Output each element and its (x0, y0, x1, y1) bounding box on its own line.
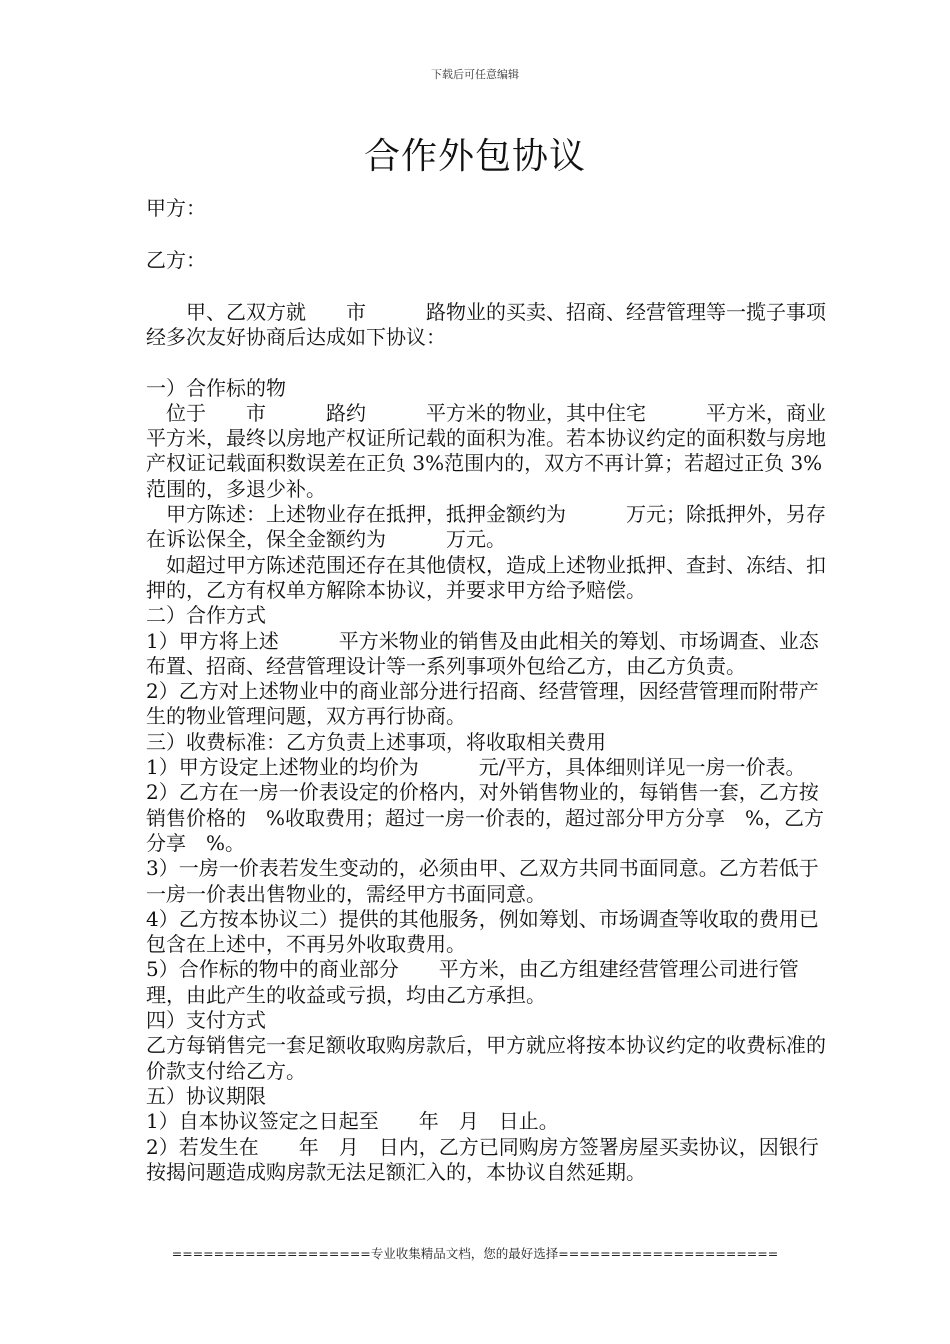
agreement-paragraph: 一）合作标的物 (146, 375, 286, 400)
agreement-paragraph: 乙方每销售完一套足额收取购房款后，甲方就应将按本协议约定的收费标准的价款支付给乙方。 (146, 1033, 826, 1083)
agreement-paragraph: 二）合作方式 (146, 603, 266, 628)
agreement-paragraph: 1）甲方将上述 平方米物业的销售及由此相关的筹划、市场调查、业态布置、招商、经营管理设计等一系列事项外包给乙方，由乙方负责。 (146, 628, 819, 678)
party-b-label: 乙方： (146, 248, 206, 272)
agreement-paragraph (146, 351, 830, 376)
agreement-paragraph: 甲方陈述：上述物业存在抵押，抵押金额约为 万元；除抵押外，另存在诉讼保全，保全金额约为 万元。 (146, 502, 826, 552)
page-footer-note: ===================专业收集精品文档，您的最好选择===================== (171, 1246, 779, 1261)
agreement-paragraph: 4）乙方按本协议二）提供的其他服务，例如筹划、市场调查等收取的费用已包含在上述中，不再另外收取费用。 (146, 906, 819, 957)
agreement-paragraph: 2）乙方在一房一价表设定的价格内，对外销售物业的，每销售一套，乙方按销售价格的 %收取费用；超过一房一价表的，超过部分甲方分享 %，乙方分享 %。 (146, 780, 825, 855)
document-title: 合作外包协议 (363, 136, 586, 177)
agreement-paragraph: 位于 市 路约 平方米的物业，其中住宅 平方米，商业 平方米，最终以房地产权证所记载的面积为准。若本协议约定的面积数与房地产权证记载面积数误差在正负 3%范围内的，双方不再计算；若超过正负 3%范围的，多退少补。 (146, 400, 866, 501)
agreement-paragraph: 四）支付方式 (146, 1008, 266, 1033)
agreement-paragraph: 2）若发生在 年 月 日内，乙方已同购房方签署房屋买卖协议，因银行按揭问题造成购房款无法足额汇入的，本协议自然延期。 (146, 1134, 819, 1184)
agreement-paragraph: 5）合作标的物中的商业部分 平方米，由乙方组建经营管理公司进行管理，由此产生的收益或亏损，均由乙方承担。 (146, 957, 799, 1007)
agreement-paragraph: 如超过甲方陈述范围还存在其他债权，造成上述物业抵押、查封、冻结、扣押的，乙方有权单方解除本协议，并要求甲方给予赔偿。 (146, 552, 826, 602)
document-body (146, 196, 866, 1185)
agreement-paragraph: 三）收费标准：乙方负责上述事项，将收取相关费用 (146, 729, 606, 754)
page-header-note: 下载后可任意编辑 (431, 68, 519, 81)
agreement-paragraphs (146, 300, 866, 1185)
agreement-paragraph: 五）协议期限 (146, 1083, 266, 1108)
party-a-label: 甲方： (146, 196, 206, 220)
agreement-paragraph: 3）一房一价表若发生变动的，必须由甲、乙双方共同书面同意。乙方若低于一房一价表出售物业的，需经甲方书面同意。 (146, 856, 819, 906)
agreement-paragraph: 甲、乙双方就 市 路物业的买卖、招商、经营管理等一揽子事项经多次友好协商后达成如下协议： (146, 300, 826, 350)
agreement-paragraph: 1）自本协议签定之日起至 年 月 日止。 (146, 1109, 559, 1134)
agreement-paragraph: 2）乙方对上述物业中的商业部分进行招商、经营管理，因经营管理而附带产生的物业管理问题，双方再行协商。 (146, 679, 819, 729)
agreement-paragraph: 1）甲方设定上述物业的均价为 元/平方，具体细则详见一房一价表。 (146, 755, 806, 780)
